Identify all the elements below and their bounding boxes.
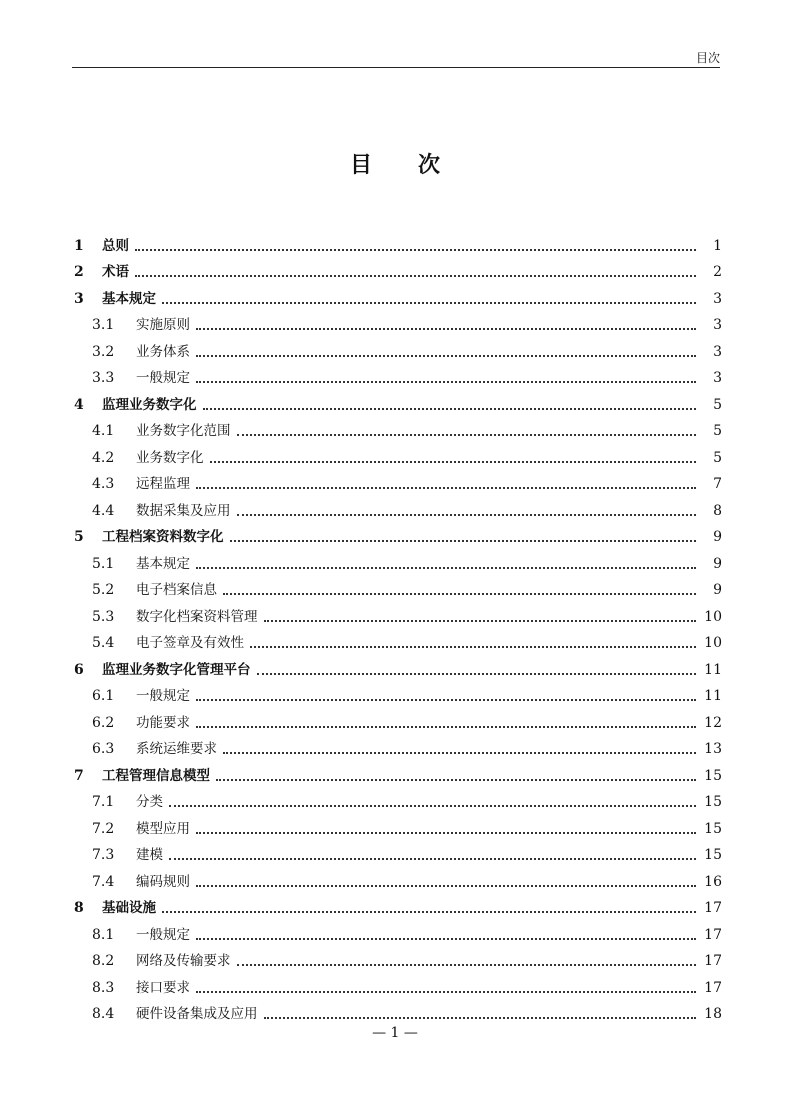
- toc-entry-title: 工程管理信息模型: [102, 767, 210, 784]
- toc-entry-title: 电子档案信息: [136, 582, 217, 598]
- toc-chapter-entry[interactable]: [72, 892, 722, 919]
- toc-entry-title: 实施原则: [136, 317, 190, 333]
- toc-section-entry[interactable]: [72, 733, 722, 760]
- toc-entry-number: 3: [74, 290, 84, 307]
- dot-leader: [196, 885, 696, 887]
- toc-entry-number: 6.3: [92, 741, 115, 757]
- toc-section-entry[interactable]: [72, 680, 722, 707]
- dot-leader: [196, 567, 696, 569]
- toc-entry-title: 数据采集及应用: [136, 502, 231, 519]
- dot-leader: [223, 593, 696, 595]
- toc-section-entry[interactable]: [72, 998, 722, 1025]
- toc-entry-title: 一般规定: [136, 688, 190, 704]
- toc-entry-title: 电子签章及有效性: [136, 635, 244, 651]
- toc-entry-number: 3.1: [92, 317, 115, 333]
- toc-entry-number: 3.2: [92, 343, 115, 360]
- dot-leader: [196, 487, 696, 489]
- toc-section-entry[interactable]: [72, 309, 722, 336]
- toc-chapter-entry[interactable]: [72, 282, 722, 309]
- toc-chapter-entry[interactable]: [72, 759, 722, 786]
- toc-entry-title: 工程档案资料数字化: [102, 529, 224, 545]
- dot-leader: [237, 514, 697, 516]
- toc-section-entry[interactable]: [72, 971, 722, 998]
- toc-entry-page-number: 9: [713, 582, 722, 598]
- toc-entry-number: 5.1: [92, 555, 115, 572]
- toc-entry-title: 基本规定: [136, 555, 190, 572]
- toc-entry-number: 4.1: [92, 423, 115, 439]
- toc-entry-title: 基本规定: [102, 290, 156, 307]
- dot-leader: [196, 938, 696, 940]
- toc-entry-page-number: 15: [704, 847, 722, 863]
- toc-entry-number: 7.4: [92, 873, 115, 890]
- toc-entry-number: 1: [74, 237, 84, 254]
- toc-section-entry[interactable]: [72, 574, 722, 601]
- toc-entry-number: 8.4: [92, 1006, 115, 1022]
- dot-leader: [196, 726, 696, 728]
- page-number: — 1 —: [372, 1025, 418, 1041]
- dot-leader: [237, 434, 697, 436]
- toc-entry-page-number: 3: [713, 290, 722, 307]
- toc-section-entry[interactable]: [72, 494, 722, 521]
- toc-chapter-entry[interactable]: [72, 653, 722, 680]
- toc-entry-number: 5.3: [92, 608, 115, 625]
- toc-chapter-entry[interactable]: [72, 229, 722, 256]
- dot-leader: [250, 646, 696, 648]
- dot-leader: [237, 964, 697, 966]
- dot-leader: [257, 673, 697, 675]
- toc-section-entry[interactable]: [72, 839, 722, 866]
- toc-entry-page-number: 16: [704, 873, 722, 890]
- toc-entry-page-number: 10: [704, 635, 722, 651]
- dot-leader: [216, 779, 696, 781]
- toc-section-entry[interactable]: [72, 441, 722, 468]
- toc-entry-page-number: 15: [704, 820, 722, 837]
- toc-entry-number: 7: [74, 767, 84, 784]
- toc-entry-number: 8.3: [92, 979, 115, 996]
- dot-leader: [230, 540, 697, 542]
- toc-entry-page-number: 11: [704, 688, 722, 704]
- toc-chapter-entry[interactable]: [72, 521, 722, 548]
- dot-leader: [264, 1017, 697, 1019]
- dot-leader: [264, 620, 697, 622]
- toc-entry-number: 7.3: [92, 847, 115, 863]
- toc-entry-title: 业务数字化范围: [136, 423, 231, 439]
- toc-entry-page-number: 5: [713, 396, 722, 413]
- toc-entry-number: 4.4: [92, 502, 115, 519]
- toc-entry-page-number: 15: [704, 767, 722, 784]
- toc-entry-number: 6.1: [92, 688, 115, 704]
- toc-entry-title: 模型应用: [136, 820, 190, 837]
- dot-leader: [196, 832, 696, 834]
- toc-entry-page-number: 11: [704, 661, 722, 678]
- toc-entry-title: 硬件设备集成及应用: [136, 1006, 258, 1022]
- toc-section-entry[interactable]: [72, 335, 722, 362]
- toc-entry-title: 业务数字化: [136, 449, 204, 466]
- toc-entry-page-number: 17: [704, 953, 722, 969]
- toc-entry-title: 远程监理: [136, 476, 190, 492]
- toc-entry-number: 7.1: [92, 794, 115, 810]
- toc-entry-number: 8: [74, 900, 84, 916]
- running-header: 目次: [695, 51, 720, 65]
- toc-section-entry[interactable]: [72, 865, 722, 892]
- dot-leader: [162, 911, 696, 913]
- dot-leader: [223, 752, 696, 754]
- toc-entry-title: 术语: [102, 264, 129, 280]
- toc-entry-title: 建模: [136, 847, 163, 863]
- toc-section-entry[interactable]: [72, 627, 722, 654]
- toc-entry-number: 5.4: [92, 635, 115, 651]
- toc-chapter-entry[interactable]: [72, 256, 722, 283]
- toc-entry-page-number: 10: [704, 608, 722, 625]
- toc-entry-page-number: 8: [713, 502, 722, 519]
- toc-entry-title: 接口要求: [136, 979, 190, 996]
- toc-entry-page-number: 17: [704, 900, 722, 916]
- toc-entry-number: 4: [74, 396, 84, 413]
- dot-leader: [196, 328, 696, 330]
- dot-leader: [169, 805, 696, 807]
- toc-chapter-entry[interactable]: [72, 388, 722, 415]
- toc-section-entry[interactable]: [72, 706, 722, 733]
- dot-leader: [196, 381, 696, 383]
- toc-entry-page-number: 13: [704, 741, 722, 757]
- toc-section-entry[interactable]: [72, 786, 722, 813]
- toc-entry-page-number: 7: [713, 476, 722, 492]
- toc-entry-title: 一般规定: [136, 926, 190, 943]
- toc-entry-number: 4.3: [92, 476, 115, 492]
- dot-leader: [196, 355, 696, 357]
- toc-section-entry[interactable]: [72, 812, 722, 839]
- toc-entry-page-number: 3: [713, 317, 722, 333]
- toc-entry-title: 总则: [102, 237, 129, 254]
- toc-entry-number: 3.3: [92, 370, 115, 386]
- toc-entry-title: 监理业务数字化管理平台: [102, 661, 251, 678]
- dot-leader: [210, 461, 697, 463]
- toc-section-entry[interactable]: [72, 547, 722, 574]
- toc-entry-page-number: 17: [704, 979, 722, 996]
- toc-entry-page-number: 1: [713, 237, 722, 254]
- toc-section-entry[interactable]: [72, 415, 722, 442]
- dot-leader: [135, 275, 696, 277]
- toc-entry-number: 6.2: [92, 714, 115, 731]
- toc-entry-title: 分类: [136, 794, 163, 810]
- toc-entry-title: 系统运维要求: [136, 741, 217, 757]
- toc-entry-page-number: 3: [713, 343, 722, 360]
- toc-section-entry[interactable]: [72, 945, 722, 972]
- dot-leader: [169, 858, 696, 860]
- toc-entry-page-number: 9: [713, 555, 722, 572]
- toc-entry-title: 网络及传输要求: [136, 953, 231, 969]
- toc-section-entry[interactable]: [72, 918, 722, 945]
- dot-leader: [196, 991, 696, 993]
- toc-entry-page-number: 15: [704, 794, 722, 810]
- toc-section-entry[interactable]: [72, 468, 722, 495]
- toc-entry-page-number: 3: [713, 370, 722, 386]
- toc-section-entry[interactable]: [72, 362, 722, 389]
- toc-entry-number: 8.2: [92, 953, 115, 969]
- toc-section-entry[interactable]: [72, 600, 722, 627]
- dot-leader: [203, 408, 697, 410]
- toc-entry-number: 6: [74, 661, 84, 678]
- toc-entry-number: 8.1: [92, 926, 115, 943]
- toc-entry-title: 编码规则: [136, 873, 190, 890]
- toc-entry-number: 7.2: [92, 820, 115, 837]
- header-rule: [72, 67, 720, 68]
- dot-leader: [196, 699, 696, 701]
- toc-entry-number: 5: [74, 529, 84, 545]
- toc-entry-title: 数字化档案资料管理: [136, 608, 258, 625]
- toc-entry-page-number: 12: [704, 714, 722, 731]
- toc-entry-page-number: 17: [704, 926, 722, 943]
- toc-entry-number: 5.2: [92, 582, 115, 598]
- table-of-contents: [72, 229, 722, 1024]
- dot-leader: [135, 249, 696, 251]
- toc-entry-number: 4.2: [92, 449, 115, 466]
- toc-entry-title: 功能要求: [136, 714, 190, 731]
- page-title: 目次: [349, 153, 486, 178]
- toc-entry-page-number: 5: [713, 423, 722, 439]
- toc-entry-title: 监理业务数字化: [102, 396, 197, 413]
- toc-entry-page-number: 18: [704, 1006, 722, 1022]
- toc-entry-page-number: 5: [713, 449, 722, 466]
- dot-leader: [162, 302, 696, 304]
- toc-entry-title: 基础设施: [102, 900, 156, 916]
- toc-entry-title: 一般规定: [136, 370, 190, 386]
- toc-entry-number: 2: [74, 264, 84, 280]
- toc-entry-page-number: 9: [713, 529, 722, 545]
- toc-entry-page-number: 2: [713, 264, 722, 280]
- toc-entry-title: 业务体系: [136, 343, 190, 360]
